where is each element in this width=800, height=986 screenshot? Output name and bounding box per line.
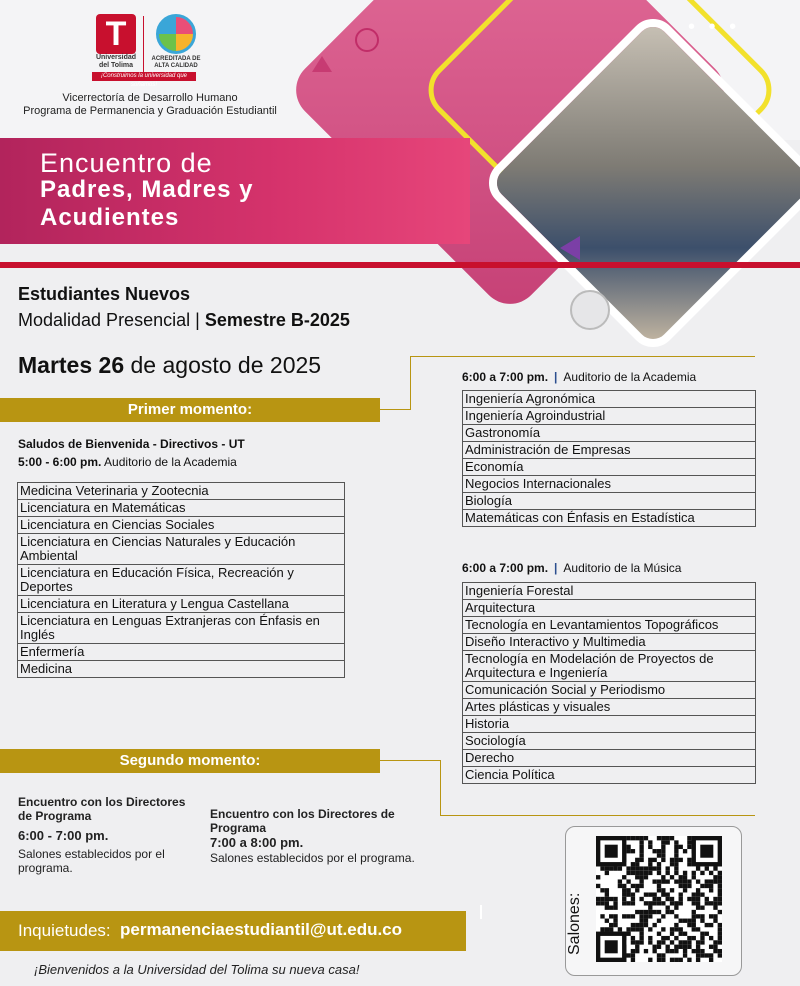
slot-academia-programs <box>462 390 756 527</box>
time: 6:00 a 7:00 pm. <box>462 370 549 384</box>
table-row <box>463 767 756 784</box>
separator: | <box>554 370 558 384</box>
table-row <box>463 750 756 767</box>
program-cell: Tecnología en Modelación de Proyectos de Arquitectura e Ingeniería <box>463 651 756 682</box>
program-cell: Licenciatura en Matemáticas <box>18 500 345 517</box>
primer-momento-bar: Primer momento: <box>0 398 380 422</box>
table-row <box>463 617 756 634</box>
vicerrectoria: Vicerrectoría de Desarrollo Humano <box>62 92 238 104</box>
table-row <box>18 517 345 534</box>
connector-line <box>380 356 411 410</box>
segundo-momento-a <box>18 795 198 875</box>
slot-academia-header <box>462 370 696 384</box>
table-row <box>463 651 756 682</box>
contact-email-link[interactable]: permanenciaestudiantil@ut.edu.co <box>120 920 403 939</box>
title-line-3: Acudientes <box>40 204 180 231</box>
program-cell: Arquitectura <box>463 600 756 617</box>
accreditation-text: ACREDITADA DE ALTA CALIDAD <box>151 56 201 69</box>
decorative-circle <box>355 28 379 52</box>
table-row <box>18 565 345 596</box>
program-cell: Negocios Internacionales <box>463 476 756 493</box>
table-row <box>463 459 756 476</box>
program-cell: Diseño Interactivo y Multimedia <box>463 634 756 651</box>
table-row <box>18 500 345 517</box>
modality: Modalidad Presencial <box>18 310 191 330</box>
program-cell: Sociología <box>463 733 756 750</box>
program-cell: Medicina Veterinaria y Zootecnia <box>18 483 345 500</box>
a-title: Encuentro con los Directores de Programa <box>18 795 186 823</box>
b-time: 7:00 a 8:00 pm. <box>210 835 304 850</box>
table-row <box>463 425 756 442</box>
a-time: 6:00 - 7:00 pm. <box>18 828 109 843</box>
welcome-line: Saludos de Bienvenida - Directivos - UT <box>18 437 245 451</box>
program-cell: Enfermería <box>18 644 345 661</box>
table-row <box>463 583 756 600</box>
a-note: Salones establecidos por el programa. <box>18 847 165 875</box>
event-date <box>18 352 321 379</box>
decorative-triangle-purple-icon <box>560 236 580 260</box>
semester: Semestre B-2025 <box>204 310 350 330</box>
program-cell: Biología <box>463 493 756 510</box>
audience-heading: Estudiantes Nuevos <box>18 284 191 304</box>
program-cell: Licenciatura en Literatura y Lengua Castellana <box>18 596 345 613</box>
program-cell: Ingeniería Agronómica <box>463 391 756 408</box>
program-cell: Comunicación Social y Periodismo <box>463 682 756 699</box>
date-rest: de agosto de 2025 <box>130 352 322 378</box>
university-logo <box>90 14 142 80</box>
program-cell: Licenciatura en Ciencias Sociales <box>18 517 345 534</box>
program-cell: Economía <box>463 459 756 476</box>
program-cell: Matemáticas con Énfasis en Estadística <box>463 510 756 527</box>
table-row <box>463 476 756 493</box>
modality-line <box>18 310 350 331</box>
program-cell: Gastronomía <box>463 425 756 442</box>
table-row <box>18 661 345 678</box>
table-row <box>463 634 756 651</box>
title-line-2: Padres, Madres y <box>40 176 254 203</box>
slot-musica-programs <box>462 582 756 784</box>
table-row <box>18 613 345 644</box>
time: 5:00 - 6:00 pm. <box>18 455 102 469</box>
institution-lines <box>0 92 300 118</box>
separator: | <box>554 561 558 575</box>
program-cell: Licenciatura en Educación Física, Recreación y Deportes <box>18 565 345 596</box>
table-row <box>18 483 345 500</box>
decorative-triangle-icon <box>312 56 332 72</box>
connector-line <box>440 815 755 816</box>
decorative-circle-gray <box>570 290 610 330</box>
logo-divider <box>143 16 144 72</box>
table-row <box>463 493 756 510</box>
table-row <box>463 510 756 527</box>
primer-momento-time <box>18 455 237 469</box>
accreditation-logo <box>150 14 202 80</box>
program-cell: Ciencia Política <box>463 767 756 784</box>
table-row <box>463 408 756 425</box>
slot-musica-header <box>462 561 681 575</box>
salones-label: Salones: <box>566 892 583 955</box>
accreditation-ring-icon <box>156 14 196 54</box>
primer-momento-programs <box>17 482 345 678</box>
table-row <box>463 699 756 716</box>
decorative-tick <box>480 905 482 919</box>
program-cell: Administración de Empresas <box>463 442 756 459</box>
program-cell: Ingeniería Agroindustrial <box>463 408 756 425</box>
modality-separator: | <box>195 310 200 330</box>
table-row <box>463 716 756 733</box>
b-note: Salones establecidos por el programa. <box>210 851 415 865</box>
b-title: Encuentro con los Directores de Programa <box>210 807 395 835</box>
table-row <box>18 644 345 661</box>
program-cell: Medicina <box>18 661 345 678</box>
program-cell: Artes plásticas y visuales <box>463 699 756 716</box>
place: Auditorio de la Música <box>563 561 682 575</box>
table-row <box>18 596 345 613</box>
segundo-momento-b <box>210 807 450 865</box>
program-name: Programa de Permanencia y Graduación Estudiantil <box>23 105 277 117</box>
table-row <box>463 682 756 699</box>
slogan: ¡Construimos la universidad que soñamos! <box>92 72 196 81</box>
table-row <box>463 733 756 750</box>
welcome-footer: ¡Bienvenidos a la Universidad del Tolima su nueva casa! <box>34 962 360 977</box>
program-cell: Tecnología en Levantamientos Topográficos <box>463 617 756 634</box>
program-cell: Derecho <box>463 750 756 767</box>
connector-line <box>410 356 755 357</box>
red-divider <box>0 262 800 268</box>
qr-code-icon[interactable] <box>596 836 722 962</box>
place: Auditorio de la Academia <box>563 370 697 384</box>
university-name: Universidad del Tolima <box>95 54 137 69</box>
time: 6:00 a 7:00 pm. <box>462 561 549 575</box>
table-row <box>463 391 756 408</box>
contact-label: Inquietudes: <box>18 921 111 940</box>
segundo-momento-bar: Segundo momento: <box>0 749 380 773</box>
program-cell: Ingeniería Forestal <box>463 583 756 600</box>
date-day: Martes 26 <box>18 352 125 378</box>
table-row <box>18 534 345 565</box>
table-row <box>463 600 756 617</box>
place: Auditorio de la Academia <box>104 455 237 469</box>
decorative-dots: • • • <box>688 16 741 38</box>
program-cell: Licenciatura en Ciencias Naturales y Educación Ambiental <box>18 534 345 565</box>
program-cell: Licenciatura en Lenguas Extranjeras con Énfasis en Inglés <box>18 613 345 644</box>
program-cell: Historia <box>463 716 756 733</box>
ut-logo-icon: T <box>96 14 136 54</box>
title-lines <box>40 176 253 232</box>
table-row <box>463 442 756 459</box>
title-line-1: Encuentro de <box>40 148 213 178</box>
